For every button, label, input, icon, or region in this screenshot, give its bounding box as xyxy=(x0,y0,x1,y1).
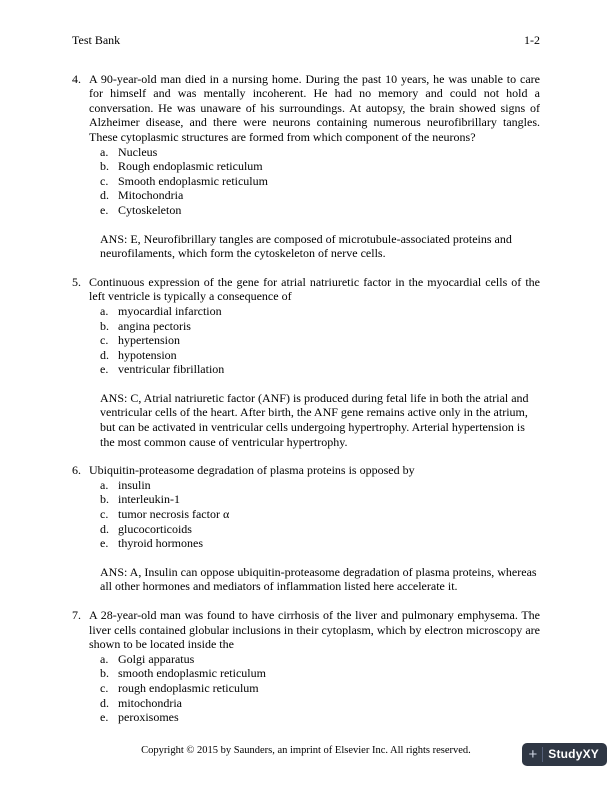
option-item xyxy=(100,710,540,725)
option-text: glucocorticoids xyxy=(118,521,192,536)
option-text: angina pectoris xyxy=(118,318,191,333)
option-item xyxy=(100,203,540,218)
question-item xyxy=(72,72,540,261)
option-item xyxy=(100,159,540,174)
option-item xyxy=(100,348,540,363)
option-item xyxy=(100,666,540,681)
option-text: interleukin-1 xyxy=(118,492,180,507)
option-item xyxy=(100,522,540,537)
question-body xyxy=(89,463,540,594)
option-text: peroxisomes xyxy=(118,710,179,725)
option-text: Smooth endoplasmic reticulum xyxy=(118,173,268,188)
option-text: ventricular fibrillation xyxy=(118,362,225,377)
option-item xyxy=(100,304,540,319)
document-title: Test Bank xyxy=(72,33,121,47)
question-number: 4. xyxy=(72,71,81,86)
question-text: A 28-year-old man was found to have cirrhosis of the liver and pulmonary emphysema. The liver cells contained globular inclusions in their cytoplasm, which by electron microscopy are shown to be located inside the xyxy=(89,608,540,652)
option-text: thyroid hormones xyxy=(118,536,203,551)
option-label: c. xyxy=(100,680,109,695)
options-list xyxy=(100,145,540,218)
question-text: Continuous expression of the gene for atrial natriuretic factor in the myocardial cells of the left ventricle is typically a consequence of xyxy=(89,274,540,304)
plus-icon: + xyxy=(528,747,543,762)
question-body xyxy=(89,275,540,450)
question-text: A 90-year-old man died in a nursing home. During the past 10 years, he was unable to care for himself and was mentally incoherent. He had no memory and could not hold a conversation. He was unaware of his surroundings. At autopsy, the brain showed signs of Alzheimer disease, and there were neurons containing numerous neurofibrillary tangles. These cytoplasmic structures are formed from which component of the neurons? xyxy=(89,71,540,144)
option-text: myocardial infarction xyxy=(118,303,222,318)
option-label: a. xyxy=(100,477,109,492)
option-text: Rough endoplasmic reticulum xyxy=(118,159,263,174)
answer-text: ANS: E, Neurofibrillary tangles are composed of microtubule-associated proteins and neurofilaments, which form the cytoskeleton of nerve cells. xyxy=(100,231,512,261)
page-header xyxy=(72,33,540,48)
question-body xyxy=(89,608,540,725)
option-label: d. xyxy=(100,521,109,536)
copyright-text: Copyright © 2015 by Saunders, an imprint of Elsevier Inc. All rights reserved. xyxy=(141,745,471,757)
question-text: Ubiquitin-proteasome degradation of plasma proteins is opposed by xyxy=(89,463,415,478)
question-number: 6. xyxy=(72,463,81,478)
option-item xyxy=(100,333,540,348)
option-text: mitochondria xyxy=(118,695,182,710)
options-list xyxy=(100,304,540,377)
option-item xyxy=(100,478,540,493)
option-text: Nucleus xyxy=(118,144,158,159)
option-text: rough endoplasmic reticulum xyxy=(118,680,259,695)
option-text: insulin xyxy=(118,477,151,492)
page-number: 1-2 xyxy=(524,33,540,47)
option-item xyxy=(100,188,540,203)
option-label: c. xyxy=(100,173,109,188)
option-label: a. xyxy=(100,651,109,666)
option-text: smooth endoplasmic reticulum xyxy=(118,666,266,681)
brand-name: StudyXY xyxy=(548,747,599,762)
question-item xyxy=(72,275,540,450)
option-label: d. xyxy=(100,347,109,362)
option-label: b. xyxy=(100,492,109,507)
question-item xyxy=(72,608,540,725)
option-label: e. xyxy=(100,202,109,217)
option-label: a. xyxy=(100,303,109,318)
answer-text: ANS: A, Insulin can oppose ubiquitin-proteasome degradation of plasma proteins, whereas all other hormones and mediators of inflammation listed here accelerate it. xyxy=(100,564,537,594)
option-label: e. xyxy=(100,362,109,377)
option-label: c. xyxy=(100,333,109,348)
options-list xyxy=(100,652,540,725)
option-label: e. xyxy=(100,536,109,551)
option-item xyxy=(100,652,540,667)
option-label: b. xyxy=(100,318,109,333)
option-label: c. xyxy=(100,507,109,522)
option-text: hypertension xyxy=(118,333,180,348)
option-item xyxy=(100,174,540,189)
option-label: a. xyxy=(100,144,109,159)
option-label: d. xyxy=(100,695,109,710)
question-number: 5. xyxy=(72,274,81,289)
option-item xyxy=(100,362,540,377)
option-label: e. xyxy=(100,710,109,725)
option-item xyxy=(100,145,540,160)
option-text: Golgi apparatus xyxy=(118,651,195,666)
option-item xyxy=(100,507,540,522)
option-text: hypotension xyxy=(118,347,177,362)
option-label: b. xyxy=(100,159,109,174)
options-list xyxy=(100,478,540,551)
option-item xyxy=(100,319,540,334)
option-label: b. xyxy=(100,666,109,681)
question-number: 7. xyxy=(72,608,81,622)
option-label: d. xyxy=(100,188,109,203)
option-item xyxy=(100,696,540,711)
brand-badge xyxy=(522,743,607,766)
option-text: Mitochondria xyxy=(118,188,184,203)
option-text: tumor necrosis factor α xyxy=(118,507,230,522)
question-body xyxy=(89,72,540,261)
option-item xyxy=(100,492,540,507)
page-content xyxy=(72,33,540,739)
option-item xyxy=(100,681,540,696)
answer-text: ANS: C, Atrial natriuretic factor (ANF) is produced during fetal life in both the atrial and ventricular cells of the heart. After birth, the ANF gene remains active only in the atrium, but can be activated in ventricular cells undergoing hypertrophy. Arterial hypertension is the most common cause of ventricular hypertrophy. xyxy=(100,390,529,449)
question-item xyxy=(72,463,540,594)
option-text: Cytoskeleton xyxy=(118,202,182,217)
option-item xyxy=(100,536,540,551)
